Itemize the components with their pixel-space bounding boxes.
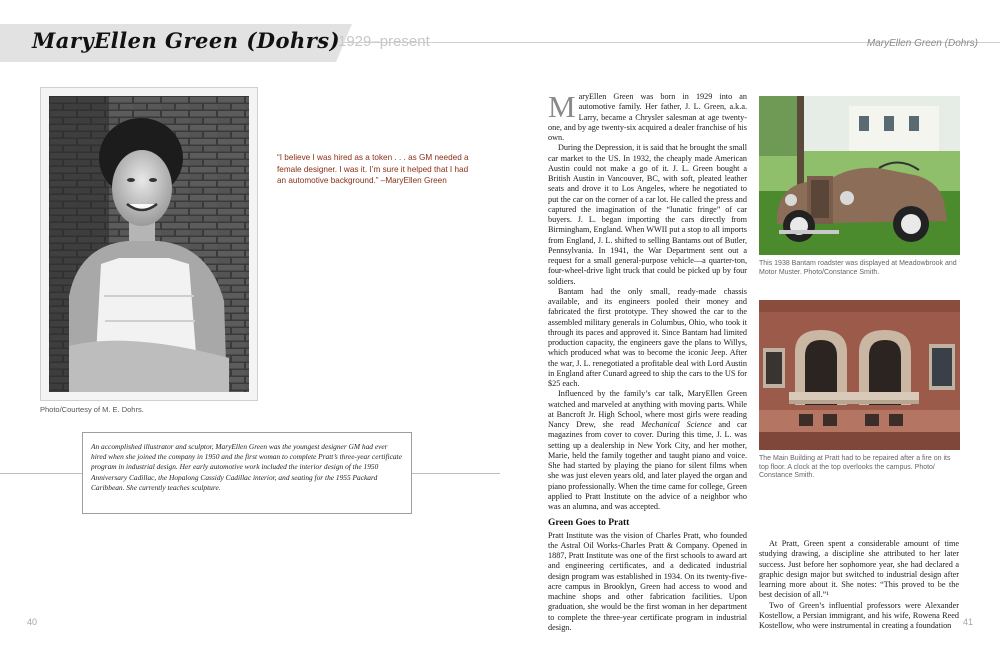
paragraph-7: Two of Green’s influential professors were Alexander Kostellow, a Persian immigrant, and his wife, Rowena Reed Kostellow, who were instrumental in creating a foundation xyxy=(759,600,959,630)
pull-quote: “I believe I was hired as a token . . . as GM needed a female designer. I was it. I’m sure it helped that I had an automotive background.” –MaryEllen Green xyxy=(277,153,469,185)
portrait-photo xyxy=(49,96,249,392)
paragraph-5: Pratt Institute was the vision of Charles Pratt, who founded the Astral Oil Works-Charles Pratt & Company. Opened in 1887, Pratt Institute was one of the first schools to award art and engineering certificates, and a dedicated industrial design program was established in 1934. On its twenty-five-acre campus in Brooklyn, Green had access to wood and machine shops and other fabrication facilities. Upon graduation, she would be the first woman in her department to complete the three-year certificate program in industrial design. xyxy=(548,530,747,632)
page-number-left: 40 xyxy=(27,617,38,627)
building-photo-caption: The Main Building at Pratt had to be repaired after a fire on its top floor. A clock at the top overlooks the campus. Photo/ Constance Smith. xyxy=(759,455,951,480)
paragraph-4-text-b: and car magazines from cover to cover. During this time, J. L. was setting up a dealership in New York City, and her mother, Marie, held the family together and taught piano and voice. She had started by playing the piano for silent films when she was just eleven years old, and later played the organ and piano professionally. When the time came for college, Green applied to Pratt Institute on the advice of a neighbor who was an alumna, and was accepted. xyxy=(548,420,747,511)
car-photo-caption: This 1938 Bantam roadster was displayed at Meadowbrook and Motor Muster. Photo/Constance Smith. xyxy=(759,260,957,276)
photo-credit: Photo/Courtesy of M. E. Dohrs. xyxy=(40,405,144,414)
section-heading: Green Goes to Pratt xyxy=(548,518,630,529)
paragraph-4 xyxy=(548,389,747,512)
running-head: MaryEllen Green (Dohrs) xyxy=(866,38,978,49)
page-number-right: 41 xyxy=(962,617,973,627)
bio-box: An accomplished illustrator and sculptor, MaryEllen Green was the youngest designer GM had ever hired when she joined the company in 1950 and the first woman to complete Pratt’s three-year certificate program in industrial design. Her early automotive work included the interior design of the 1950 Anniversary Cadillac, the Hopalong Cassidy Cadillac interior, and seating for the 1955 Packard Caribbean. She currently teaches sculpture. xyxy=(82,432,412,514)
portrait-photo-frame xyxy=(40,87,258,401)
magazine-title: Mechanical Science xyxy=(641,420,712,429)
chapter-title: MaryEllen Green (Dohrs) xyxy=(32,28,341,53)
right-rule xyxy=(412,473,500,474)
bantam-roadster-photo xyxy=(759,96,960,255)
paragraph-1-text: aryEllen Green was born in 1929 into an automotive family. Her father, J. L. Green, a.k.a. Larry, became a Chrysler salesman at age twenty-one, and by age twenty-six acquired a dealer franchise of his own. xyxy=(548,92,747,142)
paragraph-2: During the Depression, it is said that he brought the small car market to the US. In 1932, the cheaply made American Austin could not make a go of it. J. L. Green bought a British Austin in Vancouver, BC, with soft, pleated leather seats and drove it to Los Angeles, where he negotiated to put the car on the corner of a car lot. He called the press and captured the imagination of the “lunatic fringe” of car buyers. J. L. began importing the cars directly from Birmingham, England. When WWII put a stop to all imports from England, J. L. shifted to selling Bantams out of Butler, Pennsylvania. In 1941, the War Department sent out a request for a small general-purpose vehicle—a quarter-ton, four-wheel-drive light truck that could be picked up by four soldiers. xyxy=(548,143,747,286)
paragraph-3: Bantam had the only small, ready-made chassis available, and its engineers pooled their money and fabricated the first prototype. They showed the car to the assembled military generals in Columbus, Ohio, who took it through its paces and approved it. Since Bantam had limited production capacity, the engineers gave the plans to Willys, which produced what was to become the iconic Jeep. After the war, J. L. renegotiated a profitable deal with Lord Austin in England after Cunard agreed to ship the cars to the US for $25 each. xyxy=(548,286,747,388)
article-column-1 xyxy=(548,89,747,633)
chapter-years: 1929–present xyxy=(338,33,430,50)
pratt-main-building-photo xyxy=(759,300,960,450)
left-rule xyxy=(0,473,82,474)
article-column-2 xyxy=(759,539,959,631)
paragraph-6: At Pratt, Green spent a considerable amount of time studying drawing, a discipline she attributed to her later success. Just before her sophomore year, she had declared a graphic design major but switched to industrial design after learning more about it. She notes: “This proved to be the best decision of all.”¹ xyxy=(759,539,959,600)
paragraph-4-text-a: Influenced by the family’s car talk, MaryEllen Green watched and marveled at anything with moving parts. While at Bancroft Jr. High School, where most girls were reading Nancy Drew, she read xyxy=(548,389,747,429)
paragraph-intro xyxy=(548,89,747,143)
drop-cap: M xyxy=(548,89,576,124)
